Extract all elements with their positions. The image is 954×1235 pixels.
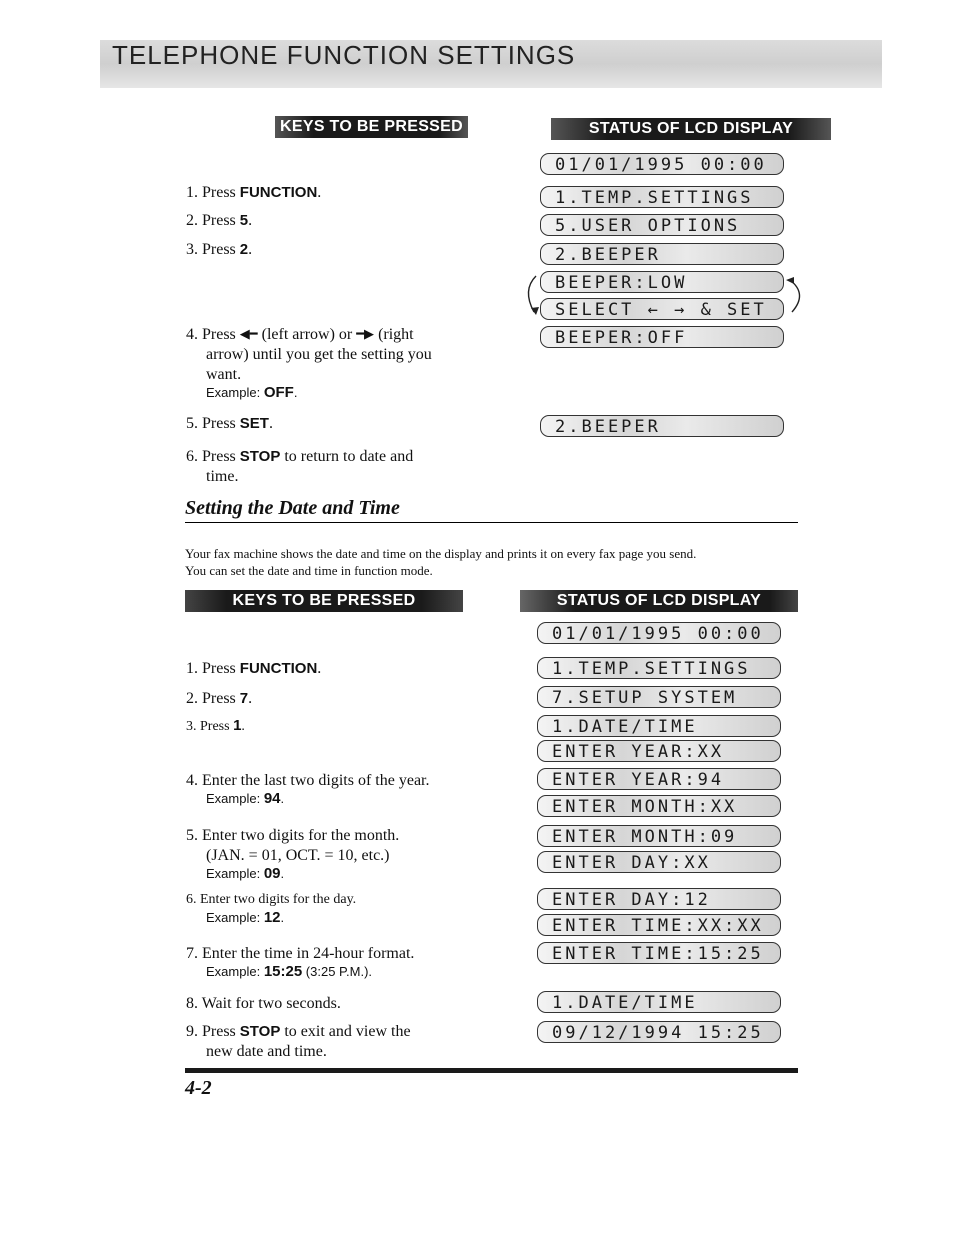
footer-rule (185, 1068, 798, 1073)
lcd-display: ENTER TIME:15:25 (537, 942, 781, 964)
lcd-display: BEEPER:OFF (540, 326, 784, 348)
lcd-display: ENTER TIME:XX:XX (537, 914, 781, 936)
step-9: 9. Press STOP to exit and view the new date and time. (186, 1023, 411, 1060)
lcd-display: ENTER YEAR:94 (537, 768, 781, 790)
status-of-lcd-display-bar: STATUS OF LCD DISPLAY (520, 590, 798, 612)
intro-paragraph: Your fax machine shows the date and time on the display and prints it on every fax page you send. You can set the date and time in function mode. (185, 546, 697, 578)
lcd-display: 1.TEMP.SETTINGS (540, 186, 784, 208)
step-7: 7. Enter the time in 24-hour format. Example: 15:25 (3:25 P.M.). (186, 945, 415, 980)
keys-to-be-pressed-bar: KEYS TO BE PRESSED (185, 590, 463, 612)
lcd-display: ENTER MONTH:09 (537, 825, 781, 847)
step-5: 5. Press SET. (186, 415, 273, 432)
right-arrow-icon: ━▶ (356, 327, 375, 342)
lcd-display: ENTER DAY:XX (537, 851, 781, 873)
page-header (100, 40, 882, 88)
lcd-display: ENTER DAY:12 (537, 888, 781, 910)
step-5: 5. Enter two digits for the month. (JAN. = 01, OCT. = 10, etc.) Example: 09. (186, 827, 400, 882)
step-4: 4. Press ◀━ (left arrow) or ━▶ (right arrow) until you get the setting you want. Example: OFF. (186, 326, 432, 401)
lcd-display: 1.DATE/TIME (537, 715, 781, 737)
step-6: 6. Press STOP to return to date and time. (186, 448, 414, 485)
lcd-display: ENTER MONTH:XX (537, 795, 781, 817)
step-1: 1. Press FUNCTION. (186, 660, 322, 677)
lcd-display: 2.BEEPER (540, 243, 784, 265)
lcd-display: 01/01/1995 00:00 (540, 153, 784, 175)
lcd-display: 2.BEEPER (540, 415, 784, 437)
left-arrow-icon: ◀━ (239, 327, 258, 342)
step-3: 3. Press 1. (186, 717, 245, 734)
section-divider (185, 522, 798, 523)
lcd-display: 01/01/1995 00:00 (537, 622, 781, 644)
lcd-display: SELECT ← → & SET (540, 298, 784, 320)
section-title: Setting the Date and Time (185, 497, 400, 519)
step-6: 6. Enter two digits for the day. Example: 12. (186, 892, 357, 926)
cycle-arrows-icon (518, 268, 818, 324)
step-4: 4. Enter the last two digits of the year. Example: 94. (186, 772, 430, 807)
step-1: 1. Press FUNCTION. (186, 184, 322, 201)
status-of-lcd-display-bar: STATUS OF LCD DISPLAY (551, 118, 831, 140)
lcd-display: ENTER YEAR:XX (537, 740, 781, 762)
step-8: 8. Wait for two seconds. (186, 995, 341, 1012)
lcd-display: 09/12/1994 15:25 (537, 1021, 781, 1043)
page-header-title: TELEPHONE FUNCTION SETTINGS (112, 40, 576, 70)
lcd-display: BEEPER:LOW (540, 271, 784, 293)
lcd-display: 5.USER OPTIONS (540, 214, 784, 236)
step-2: 2. Press 7. (186, 690, 253, 707)
step-3: 3. Press 2. (186, 241, 253, 258)
keys-to-be-pressed-bar: KEYS TO BE PRESSED (275, 116, 468, 138)
lcd-display: 7.SETUP SYSTEM (537, 686, 781, 708)
page-number: 4-2 (185, 1077, 212, 1099)
lcd-display: 1.DATE/TIME (537, 991, 781, 1013)
step-2: 2. Press 5. (186, 212, 253, 229)
lcd-display: 1.TEMP.SETTINGS (537, 657, 781, 679)
